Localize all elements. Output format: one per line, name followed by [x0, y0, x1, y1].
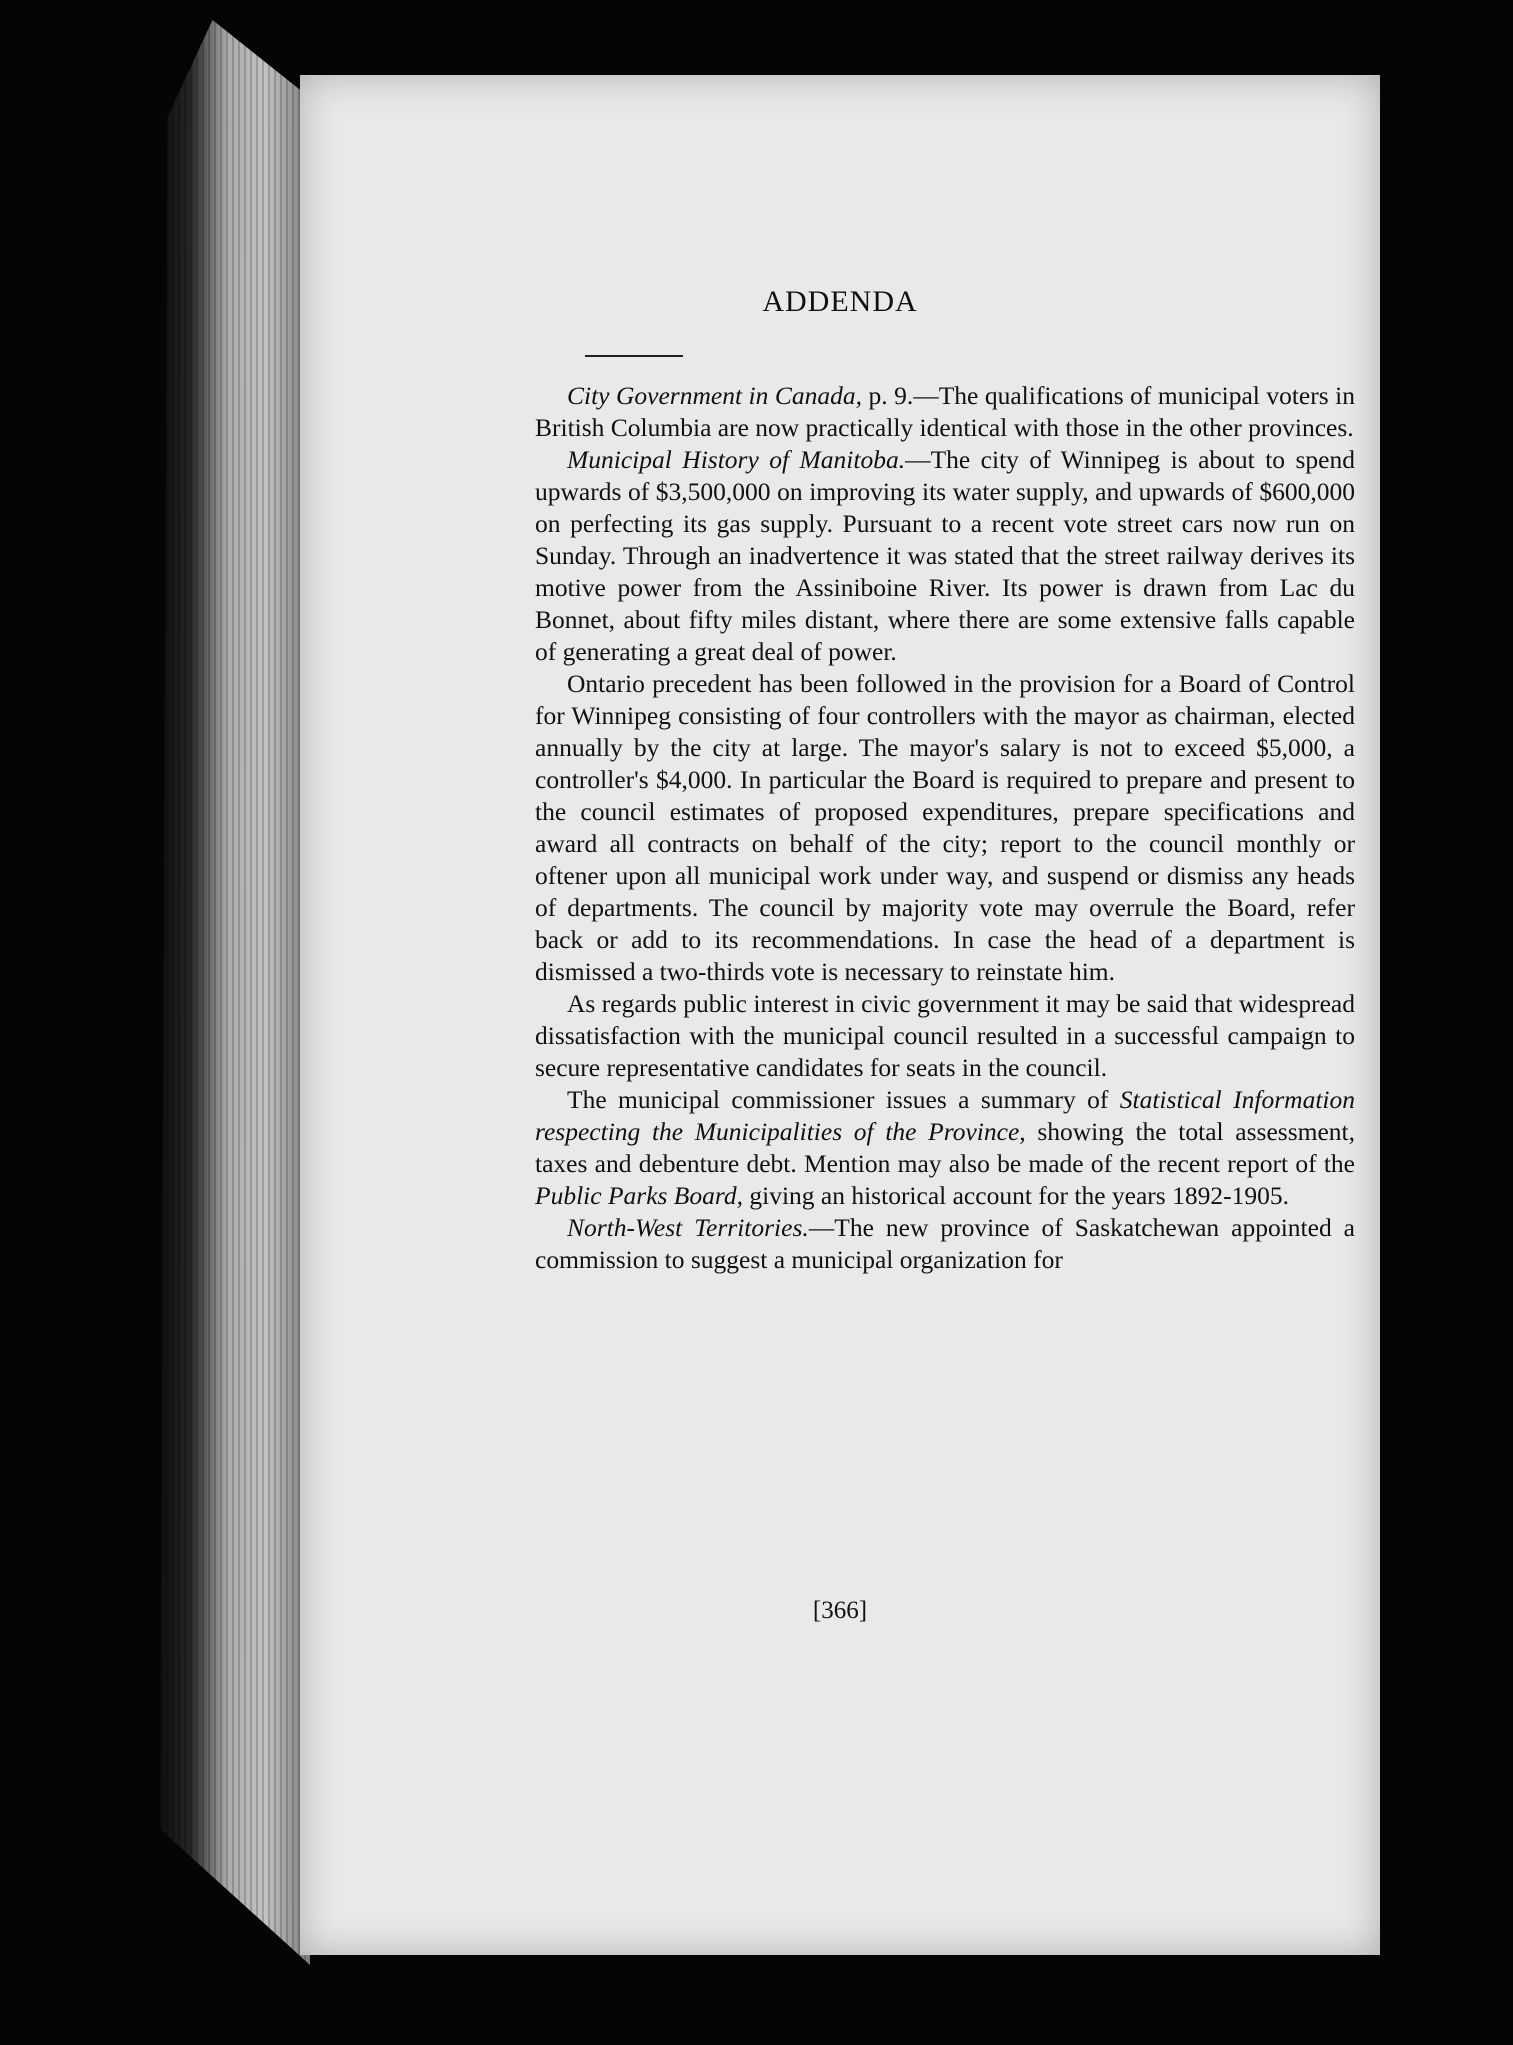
paragraph-3: [535, 668, 1355, 988]
paragraph-5: [535, 1084, 1355, 1212]
paragraph-3-span-1: Ontario precedent has been followed in the provision for a Board of Control for Winnipeg consisting of four controllers with the mayor as chairman, elected annually by the city at large. The mayor's salary is not to exceed $5,000, a controller's $4,000. In particular the Board is required to prepare and present to the council estimates of proposed expenditures, prepare specifications and award all contracts on behalf of the city; report to the council monthly or oftener upon all municipal work under way, and suspend or dismiss any heads of departments. The council by majority vote may overrule the Board, refer back or add to its recommendations. In case the head of a department is dismissed a two-thirds vote is necessary to reinstate him.: [535, 669, 1355, 986]
paragraph-6-span-2: —The new province of Saskatchewan appointed a commission to suggest a municipal organization for: [535, 1213, 1355, 1274]
paragraph-2-span-1: Municipal History of Manitoba.: [567, 445, 906, 474]
paragraph-2-span-2: —The city of Winnipeg is about to spend upwards of $3,500,000 on improving its water supply, and upwards of $600,000 on perfecting its gas supply. Pursuant to a recent vote street cars now run on Sunday. Through an inadvertence it was stated that the street railway derives its motive power from the Assiniboine River. Its power is drawn from Lac du Bonnet, about fifty miles distant, where there are some extensive falls capable of generating a great deal of power.: [535, 445, 1356, 666]
paragraph-4-span-1: As regards public interest in civic government it may be said that widespread dissatisfaction with the municipal council resulted in a successful campaign to secure representative candidates for seats in the council.: [535, 989, 1355, 1082]
paragraph-2: [535, 444, 1355, 668]
page-number: [366]: [812, 1597, 868, 1624]
body-text: [535, 380, 1355, 1276]
paragraph-1: [535, 380, 1355, 444]
title-rule: [585, 355, 683, 357]
book-page: [300, 75, 1380, 1955]
paragraph-5-span-1: The municipal commissioner issues a summary of: [567, 1085, 1120, 1114]
paragraph-5-span-3: showing the total assessment, taxes and debenture debt. Mention may also be made of the recent report of the: [535, 1117, 1355, 1178]
paragraph-5-span-2: Statistical Information respecting the Municipalities of the Province,: [535, 1085, 1355, 1146]
paragraph-1-span-2: p. 9.—The qualifications of municipal voters in British Columbia are now practically identical with those in the other provinces.: [535, 381, 1355, 442]
paragraph-6: [535, 1212, 1355, 1276]
page-title: ADDENDA: [762, 285, 918, 318]
paragraph-4: [535, 988, 1355, 1084]
paragraph-1-span-1: City Government in Canada,: [567, 381, 862, 410]
book-page-edges: [160, 20, 310, 1965]
paragraph-5-span-4: Public Parks Board,: [535, 1181, 743, 1210]
paragraph-5-span-5: giving an historical account for the years 1892-1905.: [742, 1181, 1289, 1210]
paragraph-6-span-1: North-West Territories.: [567, 1213, 809, 1242]
